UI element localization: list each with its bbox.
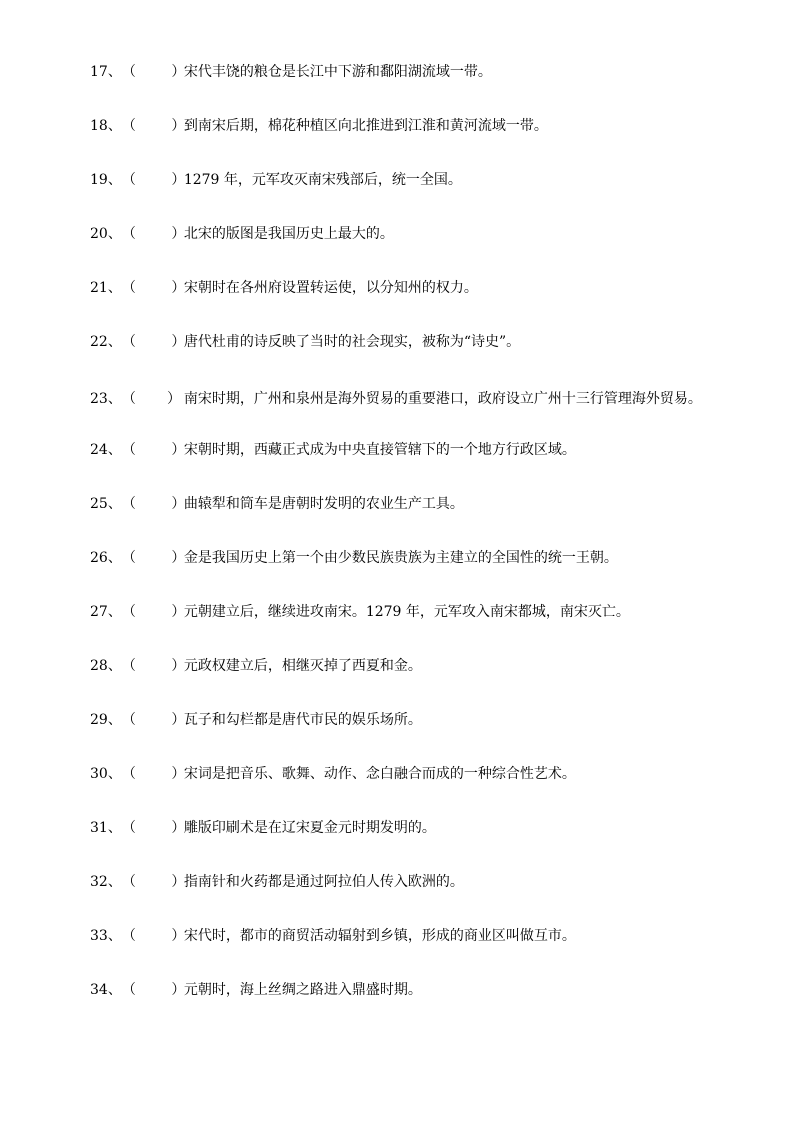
question-text: 元朝建立后，继续进攻南宋。1279 年，元军攻入南宋都城，南宋灭亡。 — [183, 604, 630, 620]
answer-blank: （ ） — [121, 550, 186, 566]
question-text: 雕版印刷术是在辽宋夏金元时期发明的。 — [183, 820, 436, 836]
answer-blank: （ ） — [121, 226, 186, 242]
question-number: 21、 — [90, 280, 122, 296]
question-text: 南宋时期，广州和泉州是海外贸易的重要港口，政府设立广州十三行管理海外贸易。 — [183, 391, 702, 407]
question-23 — [60, 387, 740, 411]
question-number: 34、 — [90, 982, 122, 998]
question-text: 宋代丰饶的粮仓是长江中下游和鄱阳湖流域一带。 — [183, 64, 492, 80]
answer-blank: （ ） — [121, 118, 186, 134]
true-false-question-list — [60, 63, 740, 1035]
answer-blank: （ ） — [121, 496, 186, 512]
question-text: 唐代杜甫的诗反映了当时的社会现实，被称为“诗史”。 — [183, 334, 521, 350]
question-number: 19、 — [90, 172, 122, 188]
answer-blank: （ ） — [121, 604, 186, 620]
question-21 — [60, 279, 740, 297]
question-30 — [60, 765, 740, 783]
question-text: 北宋的版图是我国历史上最大的。 — [183, 226, 394, 242]
answer-blank: （ ） — [121, 766, 186, 782]
question-text: 到南宋后期，棉花种植区向北推进到江淮和黄河流域一带。 — [183, 118, 548, 134]
question-number: 31、 — [90, 820, 122, 836]
question-text: 瓦子和勾栏都是唐代市民的娱乐场所。 — [183, 712, 422, 728]
answer-blank: （ ） — [121, 334, 186, 350]
question-text: 宋朝时在各州府设置转运使，以分知州的权力。 — [183, 280, 478, 296]
question-number: 29、 — [90, 712, 122, 728]
question-26 — [60, 549, 740, 567]
answer-blank: （ ） — [121, 172, 186, 188]
question-32 — [60, 873, 740, 891]
question-20 — [60, 225, 740, 243]
answer-blank: （ ） — [121, 874, 186, 890]
answer-blank: （ ） — [121, 280, 186, 296]
question-number: 30、 — [90, 766, 122, 782]
question-number: 20、 — [90, 226, 122, 242]
question-19 — [60, 171, 740, 189]
question-text: 宋词是把音乐、歌舞、动作、念白融合而成的一种综合性艺术。 — [183, 766, 576, 782]
question-number: 32、 — [90, 874, 122, 890]
question-22 — [60, 333, 740, 351]
question-number: 33、 — [90, 928, 122, 944]
question-number: 28、 — [90, 658, 122, 674]
question-number: 26、 — [90, 550, 122, 566]
answer-blank: （ ） — [121, 64, 186, 80]
question-number: 17、 — [90, 64, 122, 80]
question-17 — [60, 63, 740, 81]
question-number: 24、 — [90, 442, 122, 458]
question-text: 指南针和火药都是通过阿拉伯人传入欧洲的。 — [183, 874, 464, 890]
answer-blank: （ ） — [121, 712, 186, 728]
question-31 — [60, 819, 740, 837]
answer-blank: （ ） — [121, 658, 186, 674]
answer-blank: （ ） — [121, 391, 181, 407]
question-number: 27、 — [90, 604, 122, 620]
question-number: 23、 — [90, 391, 122, 407]
question-27 — [60, 603, 740, 621]
question-text: 金是我国历史上第一个由少数民族贵族为主建立的全国性的统一王朝。 — [183, 550, 618, 566]
question-18 — [60, 117, 740, 135]
answer-blank: （ ） — [121, 928, 186, 944]
answer-blank: （ ） — [121, 982, 186, 998]
question-text: 元朝时，海上丝绸之路进入鼎盛时期。 — [183, 982, 422, 998]
question-text: 曲辕犁和筒车是唐朝时发明的农业生产工具。 — [183, 496, 464, 512]
question-text: 宋朝时期，西藏正式成为中央直接管辖下的一个地方行政区域。 — [183, 442, 576, 458]
question-text: 1279 年，元军攻灭南宋残部后，统一全国。 — [183, 172, 462, 188]
question-28 — [60, 657, 740, 675]
answer-blank: （ ） — [121, 820, 186, 836]
question-29 — [60, 711, 740, 729]
question-34 — [60, 981, 740, 999]
question-number: 22、 — [90, 334, 122, 350]
question-number: 25、 — [90, 496, 122, 512]
answer-blank: （ ） — [121, 442, 186, 458]
question-33 — [60, 927, 740, 945]
question-25 — [60, 495, 740, 513]
question-number: 18、 — [90, 118, 122, 134]
question-text: 宋代时，都市的商贸活动辐射到乡镇，形成的商业区叫做互市。 — [183, 928, 576, 944]
question-24 — [60, 441, 740, 459]
question-text: 元政权建立后，相继灭掉了西夏和金。 — [183, 658, 422, 674]
